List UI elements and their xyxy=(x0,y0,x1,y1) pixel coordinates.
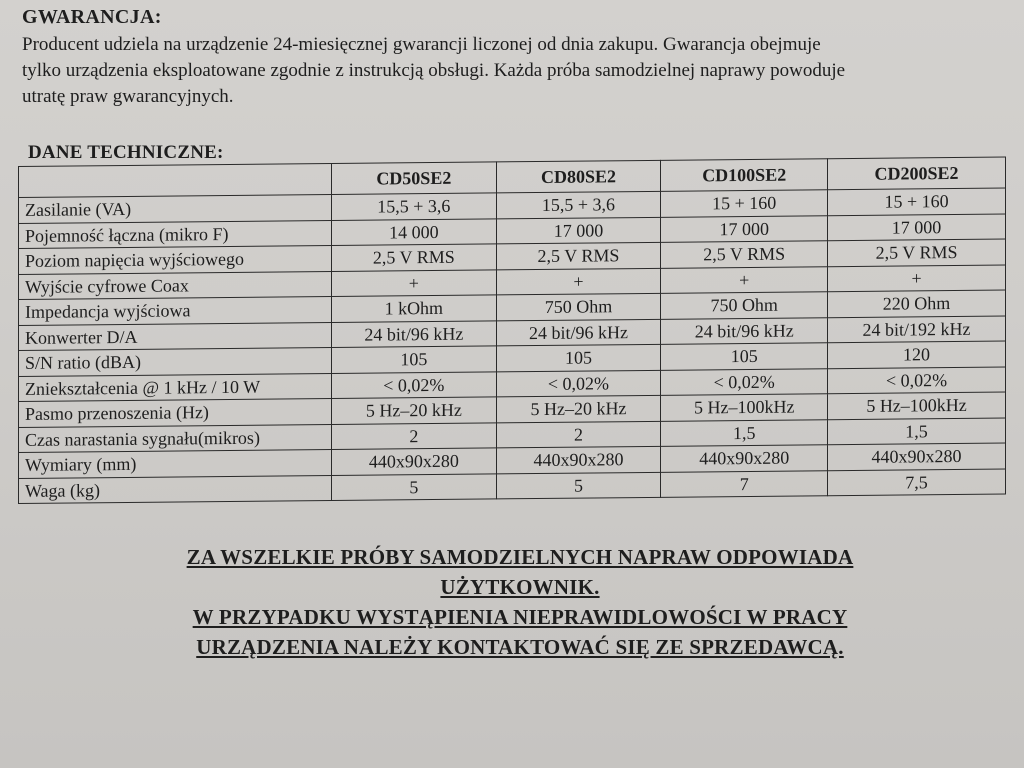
tech-specs-table xyxy=(18,157,1006,504)
notice-line: UŻYTKOWNIK. xyxy=(440,575,600,599)
row-label: Zniekształcenia @ 1 kHz / 10 W xyxy=(19,373,332,402)
table-cell: 5 Hz–100kHz xyxy=(661,394,828,421)
table-cell: 440x90x280 xyxy=(828,443,1006,470)
row-label: Impedancja wyjściowa xyxy=(19,296,332,325)
table-cell: 440x90x280 xyxy=(661,445,828,472)
table-cell: 105 xyxy=(496,344,661,371)
table-cell: 105 xyxy=(332,346,497,373)
row-label: Poziom napięcia wyjściowego xyxy=(19,245,332,274)
table-cell: 750 Ohm xyxy=(496,293,661,320)
table-cell: < 0,02% xyxy=(828,367,1006,394)
table-cell: < 0,02% xyxy=(496,370,661,397)
table-cell: 15 + 160 xyxy=(828,188,1006,215)
table-cell: 105 xyxy=(661,343,828,370)
row-label: Pojemność łączna (mikro F) xyxy=(19,220,332,249)
table-cell: < 0,02% xyxy=(661,368,828,395)
row-label: Pasmo przenoszenia (Hz) xyxy=(19,398,332,427)
row-label: Waga (kg) xyxy=(19,475,332,504)
table-cell: 5 Hz–20 kHz xyxy=(332,397,497,424)
notice-line: URZĄDZENIA NALEŻY KONTAKTOWAĆ SIĘ ZE SPRZEDAWCĄ. xyxy=(196,635,844,659)
table-cell: 1 kOhm xyxy=(332,295,497,322)
table-cell: + xyxy=(828,265,1006,292)
column-header: CD100SE2 xyxy=(661,159,828,192)
table-cell: 7 xyxy=(661,470,828,497)
table-cell: 440x90x280 xyxy=(496,446,661,473)
warranty-line: utratę praw gwarancyjnych. xyxy=(22,86,234,107)
table-cell: 5 Hz–100kHz xyxy=(828,392,1006,419)
table-cell: 440x90x280 xyxy=(332,448,497,475)
table-cell: 7,5 xyxy=(828,469,1006,496)
table-cell: 750 Ohm xyxy=(661,292,828,319)
row-label: S/N ratio (dBA) xyxy=(19,347,332,376)
warranty-line: tylko urządzenia eksploatowane zgodnie z instrukcją obsługi. Każda próba samodzielnej naprawy powoduje xyxy=(22,60,846,81)
table-cell: 17 000 xyxy=(496,217,661,244)
table-cell: 2,5 V RMS xyxy=(496,242,661,269)
table-cell: + xyxy=(332,269,497,296)
table-cell: 2,5 V RMS xyxy=(828,239,1006,266)
table-cell: 2 xyxy=(496,421,661,448)
warranty-heading: GWARANCJA: xyxy=(22,6,162,28)
repair-notice xyxy=(60,542,980,662)
column-header: CD50SE2 xyxy=(332,162,497,195)
table-cell: 15,5 + 3,6 xyxy=(332,193,497,220)
table-cell: 2,5 V RMS xyxy=(332,244,497,271)
notice-line: ZA WSZELKIE PRÓBY SAMODZIELNYCH NAPRAW ODPOWIADA xyxy=(186,545,854,569)
table-cell: 1,5 xyxy=(828,418,1006,445)
row-label: Wymiary (mm) xyxy=(19,449,332,478)
notice-line: W PRZYPADKU WYSTĄPIENIA NIEPRAWIDLOWOŚCI W PRACY xyxy=(192,605,848,629)
warranty-line: Producent udziela na urządzenie 24-miesięcznej gwarancji liczonej od dnia zakupu. Gwarancja obejmuje xyxy=(22,34,821,55)
table-cell: 2,5 V RMS xyxy=(661,241,828,268)
table-cell: 15 + 160 xyxy=(661,190,828,217)
table-cell: 24 bit/96 kHz xyxy=(496,319,661,346)
warranty-text xyxy=(22,32,1002,110)
column-header: CD80SE2 xyxy=(496,160,661,193)
table-cell: 14 000 xyxy=(332,218,497,245)
table-cell: 1,5 xyxy=(661,419,828,446)
table-cell: + xyxy=(496,268,661,295)
table-cell: 15,5 + 3,6 xyxy=(496,191,661,218)
table-cell: 120 xyxy=(828,341,1006,368)
table-cell: 2 xyxy=(332,422,497,449)
table-cell: 5 xyxy=(496,472,661,499)
table-cell: 24 bit/192 kHz xyxy=(828,316,1006,343)
column-header: CD200SE2 xyxy=(828,157,1006,190)
table-cell: 17 000 xyxy=(661,215,828,242)
row-label: Konwerter D/A xyxy=(19,322,332,351)
row-label: Wyjście cyfrowe Coax xyxy=(19,271,332,300)
table-cell: 5 xyxy=(332,473,497,500)
table-cell: 17 000 xyxy=(828,214,1006,241)
table-cell: 220 Ohm xyxy=(828,290,1006,317)
tech-specs-heading: DANE TECHNICZNE: xyxy=(28,142,224,163)
row-label: Czas narastania sygnału(mikros) xyxy=(19,424,332,453)
row-label: Zasilanie (VA) xyxy=(19,194,332,223)
column-header xyxy=(19,163,332,197)
table-cell: + xyxy=(661,266,828,293)
table-cell: < 0,02% xyxy=(332,371,497,398)
table-cell: 24 bit/96 kHz xyxy=(661,317,828,344)
table-cell: 24 bit/96 kHz xyxy=(332,320,497,347)
table-cell: 5 Hz–20 kHz xyxy=(496,395,661,422)
